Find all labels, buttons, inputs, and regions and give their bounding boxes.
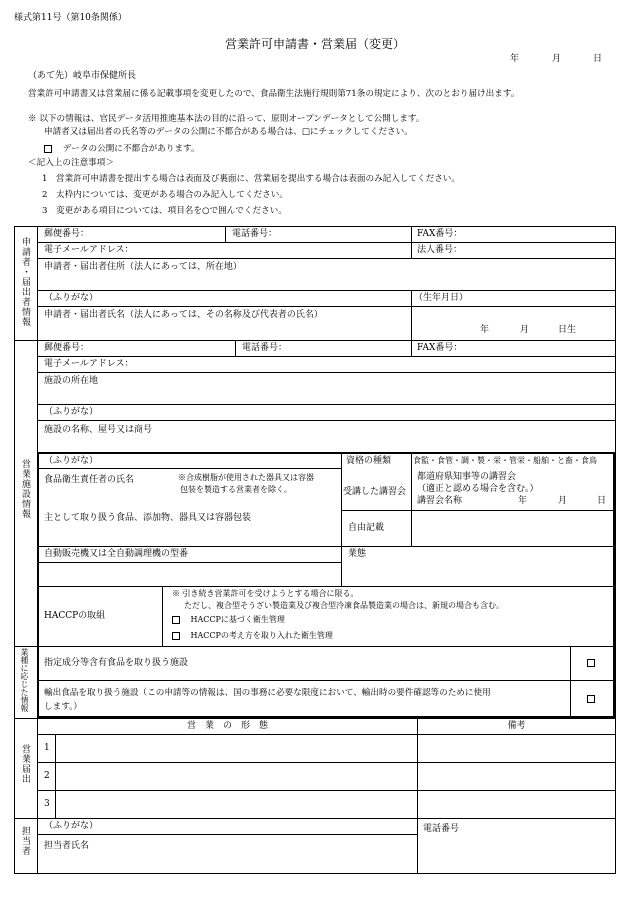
manager-furigana-label: （ふりがな） [44,456,99,466]
manager-name-label: 食品衛生責任者の氏名 [44,475,135,485]
note-3: 3 変更がある項目については、項目名を○で囲んでください。 [42,206,287,216]
applicant-furigana-label: （ふりがな） [44,293,99,303]
contact-name-label: 担当者氏名 [44,841,90,851]
course-year-label: 年 [518,496,528,506]
business-type-label: 業態 [348,549,367,559]
facility-tel-label: 電話番号： [242,343,288,353]
designated-ingredient-checkbox[interactable] [587,658,595,668]
page-title: 営業許可申請書・営業届（変更） [224,37,405,51]
opendata-checkbox[interactable] [44,145,52,153]
facility-section-label: 営業施設情報 [20,459,30,519]
applicant-fax-label: FAX番号： [417,229,463,239]
haccp-label: HACCPの取組 [44,611,106,621]
facility-location-label: 施設の所在地 [44,376,99,386]
course-day-label: 日 [597,496,607,506]
business-form-header: 営 業 の 形 態 [186,721,268,731]
haccp-option-1-checkbox[interactable] [172,616,180,624]
contact-tel-label: 電話番号 [423,824,460,834]
qualification-type-label: 資格の種類 [346,456,392,466]
facility-name-label: 施設の名称、屋号又は商号 [44,425,153,435]
applicant-name-label: 申請者・届出者氏名（法人にあっては、その名称及び代表者の氏名） [44,310,323,320]
industry-section-label: 業種に応じた情報 [20,648,29,712]
business-row-3-number: 3 [44,799,50,809]
haccp-option-1-label: HACCPに基づく衛生管理 [190,615,285,624]
note-1: 1 営業許可申請書を提出する場合は表面及び裏面に、営業届を提出する場合は表面のみ記入してください。 [42,174,460,184]
date-year-label: 年 [510,54,520,64]
course-name-label: 講習会名称 [417,496,463,506]
haccp-option-2-checkbox[interactable] [172,632,180,640]
designated-ingredient-label: 指定成分等含有食品を取り扱う施設 [44,658,189,668]
export-food-label-2: します。） [44,702,82,712]
applicant-birth-label: （生年月日） [414,293,469,303]
date-day-label: 日 [593,54,603,64]
haccp-option-2[interactable] [172,630,333,641]
haccp-option-1[interactable] [172,614,285,625]
course-label: 受講した講習会 [343,487,407,497]
note-2: 2 太枠内については、変更がある場合のみ記入してください。 [42,190,288,200]
facility-postal-label: 郵便番号： [44,343,90,353]
course-line-1: 都道府県知事等の講習会 [417,472,517,482]
applicant-postal-label: 郵便番号： [44,229,90,239]
facility-email-label: 電子メールアドレス： [44,359,134,369]
date-month-label: 月 [552,54,562,64]
applicant-tel-label: 電話番号： [232,229,278,239]
business-row-2-number: 2 [44,771,50,781]
manager-note-1: ※合成樹脂が使用された器具又は容器 [178,473,314,482]
addressee: （あて先）岐阜市保健所長 [28,71,137,81]
main-items-label: 主として取り扱う食品、添加物、器具又は容器包装 [44,513,252,523]
opendata-instruction: 申請者又は届出者の氏名等のデータの公開に不都合がある場合は、□にチェックしてください。 [44,127,413,137]
export-food-checkbox[interactable] [587,694,595,704]
applicant-email-label: 電子メールアドレス： [44,245,134,255]
course-month-label: 月 [558,496,568,506]
form-number: 様式第11号（第10条関係） [14,13,127,23]
free-entry-label: 自由記載 [348,523,385,533]
remarks-header: 備考 [507,721,526,731]
facility-fax-label: FAX番号： [417,343,463,353]
haccp-option-2-label: HACCPの考え方を取り入れた衛生管理 [190,631,333,640]
applicant-corp-no-label: 法人番号： [417,245,463,255]
birth-month-label: 月 [520,325,530,335]
birth-year-label: 年 [480,325,490,335]
birth-day-label: 日生 [558,325,577,335]
opendata-checkbox-label: データの公開に不都合があります。 [62,144,200,154]
vending-machine-label: 自動販売機又は全自動調理機の型番 [44,549,189,559]
course-line-2: （適正と認める場合を含む。） [417,484,539,494]
contact-section-label: 担当者 [20,826,30,856]
facility-furigana-label: （ふりがな） [44,407,99,417]
intro-text: 営業許可申請書又は営業届に係る記載事項を変更したので、食品衛生法施行規則第71条の規定により、次のとおり届け出ます。 [28,89,520,99]
opendata-notice: ※ 以下の情報は、官民データ活用推進基本法の目的に沿って、原則オープンデータとして公開します。 [28,114,425,124]
manager-note-2: 包装を製造する営業者を除く。 [180,485,292,494]
business-row-1-number: 1 [44,743,50,753]
business-section-label: 営業届出 [20,744,30,784]
qualification-list: 食監・食管・調・製・栄・管栄・船舶・と畜・食鳥 [413,456,597,465]
notes-title: ＜記入上の注意事項＞ [28,158,114,168]
applicant-section-label: 申請者・届出者情報 [20,237,30,327]
haccp-note-1: ※ 引き続き営業許可を受けようとする場合に限る。 [172,589,359,598]
applicant-address-label: 申請者・届出者住所（法人にあっては、所在地） [44,262,242,272]
contact-furigana-label: （ふりがな） [44,821,99,831]
haccp-note-2: ただし、複合型そうざい製造業及び複合型冷凍食品製造業の場合は、新規の場合も含む。 [184,601,504,610]
export-food-label-1: 輸出食品を取り扱う施設（この申請等の情報は、国の事務に必要な限度において、輸出時の要件確認等のために使用 [44,688,491,698]
opendata-checkbox-row[interactable] [44,142,200,154]
